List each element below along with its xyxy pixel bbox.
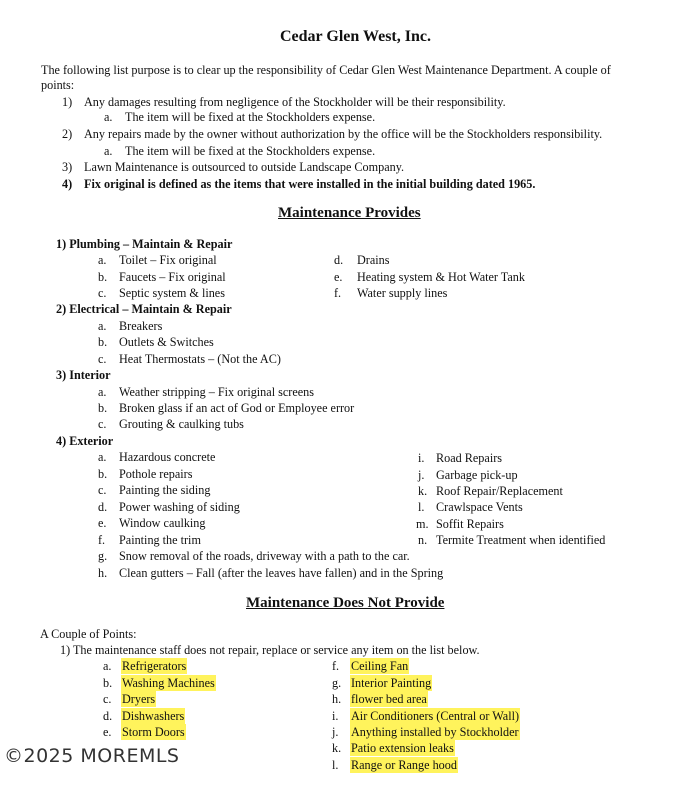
np-j-text: Anything installed by Stockholder [351, 725, 519, 739]
plumbing-e-letter: e. [334, 270, 343, 284]
np-l-letter: l. [332, 758, 339, 772]
np-c-text: Dryers [122, 692, 156, 706]
np-k-text: Patio extension leaks [351, 741, 454, 755]
exterior-l-text: Crawlspace Vents [436, 500, 523, 514]
np-i-text: Air Conditioners (Central or Wall) [351, 709, 520, 723]
exterior-d-text: Power washing of siding [119, 500, 240, 514]
np-h-letter: h. [332, 692, 342, 706]
not-provide-point-1: 1) The maintenance staff does not repair, replace or service any item on the list below. [60, 643, 480, 657]
interior-b-letter: b. [98, 401, 108, 415]
exterior-h-text: Clean gutters – Fall (after the leaves have fallen) and in the Spring [119, 566, 444, 580]
plumbing-f-letter: f. [334, 286, 342, 300]
point-1-text: Any damages resulting from negligence of the Stockholder will be their responsibility. [84, 95, 506, 109]
watermark: ©2025 MOREMLS [4, 745, 180, 767]
exterior-k-text: Roof Repair/Replacement [436, 484, 563, 498]
point-3-text: Lawn Maintenance is outsourced to outside Landscape Company. [84, 160, 405, 174]
np-g-text: Interior Painting [351, 676, 432, 690]
electrical-c-text: Heat Thermostats – (Not the AC) [119, 352, 281, 366]
point-2-text: Any repairs made by the owner without authorization by the office will be the Stockholders responsibility. [84, 127, 603, 141]
exterior-c-letter: c. [98, 483, 107, 497]
plumbing-b-text: Faucets – Fix original [119, 270, 226, 284]
np-h-text: flower bed area [351, 692, 427, 706]
np-c-letter: c. [103, 692, 112, 706]
exterior-g-letter: g. [98, 549, 108, 563]
point-1a-text: The item will be fixed at the Stockholders expense. [125, 110, 376, 124]
electrical-c-letter: c. [98, 352, 107, 366]
exterior-a-letter: a. [98, 450, 107, 464]
interior-a-letter: a. [98, 385, 107, 399]
document-title: Cedar Glen West, Inc. [280, 28, 431, 45]
np-k-letter: k. [332, 741, 342, 755]
exterior-b-text: Pothole repairs [119, 467, 193, 481]
exterior-j-text: Garbage pick-up [436, 468, 518, 482]
np-d-letter: d. [103, 709, 113, 723]
electrical-a-letter: a. [98, 319, 107, 333]
np-g-letter: g. [332, 676, 342, 690]
exterior-i-letter: i. [418, 451, 425, 465]
plumbing-b-letter: b. [98, 270, 108, 284]
np-i-letter: i. [332, 709, 339, 723]
np-l-text: Range or Range hood [351, 758, 457, 772]
electrical-header: 2) Electrical – Maintain & Repair [56, 302, 232, 316]
interior-b-text: Broken glass if an act of God or Employee error [119, 401, 355, 415]
point-2a-text: The item will be fixed at the Stockholders expense. [125, 144, 376, 158]
np-e-text: Storm Doors [122, 725, 185, 739]
np-a-letter: a. [103, 659, 112, 673]
exterior-e-letter: e. [98, 516, 107, 530]
plumbing-a-text: Toilet – Fix original [119, 253, 217, 267]
np-b-text: Washing Machines [122, 676, 215, 690]
plumbing-f-text: Water supply lines [357, 286, 448, 300]
np-f-text: Ceiling Fan [351, 659, 409, 673]
exterior-d-letter: d. [98, 500, 108, 514]
exterior-n-text: Termite Treatment when identified [436, 533, 606, 547]
maintenance-not-provide-heading: Maintenance Does Not Provide [246, 595, 445, 611]
plumbing-c-letter: c. [98, 286, 107, 300]
exterior-f-text: Painting the trim [119, 533, 201, 547]
interior-a-text: Weather stripping – Fix original screens [119, 385, 314, 399]
exterior-g-text: Snow removal of the roads, driveway with a path to the car. [119, 549, 410, 563]
exterior-f-letter: f. [98, 533, 106, 547]
interior-header: 3) Interior [56, 368, 111, 382]
np-a-text: Refrigerators [122, 659, 187, 673]
plumbing-e-text: Heating system & Hot Water Tank [357, 270, 525, 284]
exterior-i-text: Road Repairs [436, 451, 503, 465]
plumbing-c-text: Septic system & lines [119, 286, 225, 300]
point-2-num: 2) [62, 127, 73, 141]
point-4-num: 4) [62, 177, 73, 191]
np-d-text: Dishwashers [122, 709, 185, 723]
exterior-k-letter: k. [418, 484, 428, 498]
exterior-c-text: Painting the siding [119, 483, 211, 497]
point-3-num: 3) [62, 160, 73, 174]
np-j-letter: j. [332, 725, 339, 739]
point-1-num: 1) [62, 95, 73, 109]
exterior-h-letter: h. [98, 566, 108, 580]
exterior-m-text: Soffit Repairs [436, 517, 504, 531]
exterior-l-letter: l. [418, 500, 425, 514]
plumbing-d-letter: d. [334, 253, 344, 267]
exterior-header: 4) Exterior [56, 434, 114, 448]
exterior-n-letter: n. [418, 533, 428, 547]
maintenance-provides-heading: Maintenance Provides [278, 205, 421, 221]
point-1a-num: a. [104, 110, 113, 124]
point-2a-num: a. [104, 144, 113, 158]
electrical-b-letter: b. [98, 335, 108, 349]
couple-of-points-label: A Couple of Points: [40, 627, 137, 641]
np-e-letter: e. [103, 725, 112, 739]
electrical-b-text: Outlets & Switches [119, 335, 214, 349]
np-b-letter: b. [103, 676, 113, 690]
plumbing-a-letter: a. [98, 253, 107, 267]
exterior-b-letter: b. [98, 467, 108, 481]
electrical-a-text: Breakers [119, 319, 163, 333]
point-4-text: Fix original is defined as the items that were installed in the initial building dated 1965. [84, 177, 536, 191]
interior-c-text: Grouting & caulking tubs [119, 417, 244, 431]
plumbing-d-text: Drains [357, 253, 390, 267]
plumbing-header: 1) Plumbing – Maintain & Repair [56, 237, 233, 251]
np-f-letter: f. [332, 659, 340, 673]
exterior-e-text: Window caulking [119, 516, 206, 530]
exterior-j-letter: j. [418, 468, 425, 482]
interior-c-letter: c. [98, 417, 107, 431]
exterior-m-letter: m. [416, 517, 429, 531]
exterior-a-text: Hazardous concrete [119, 450, 216, 464]
intro-line-2: points: [41, 78, 75, 92]
intro-line-1: The following list purpose is to clear up the responsibility of Cedar Glen West Maintenance Department. A couple of [41, 63, 611, 77]
